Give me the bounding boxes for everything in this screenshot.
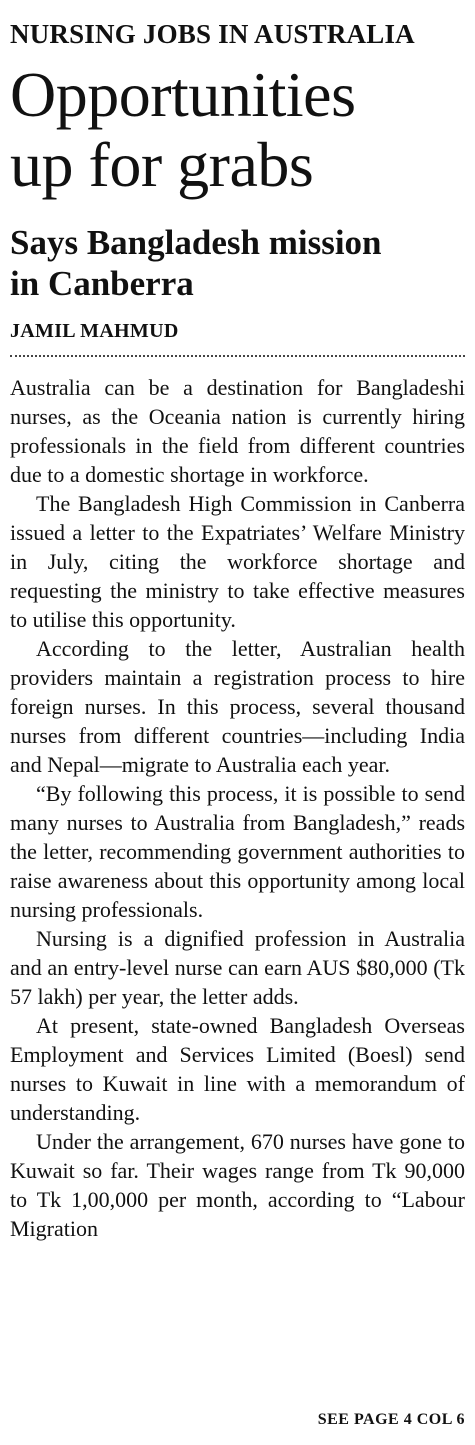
headline-line-2: up for grabs: [10, 129, 314, 200]
headline-line-1: Opportunities: [10, 59, 356, 130]
subheadline: [10, 222, 465, 304]
headline: [10, 60, 465, 200]
paragraph: According to the letter, Australian health providers maintain a registration process to hire foreign nurses. In this process, several thousand nurses from different countries—including India and Nepal—migrate to Australia each year.: [10, 636, 465, 777]
paragraph: Under the arrangement, 670 nurses have gone to Kuwait so far. Their wages range from Tk 90,000 to Tk 1,00,000 per month, according to “Labour Migration: [10, 1129, 465, 1241]
paragraph: The Bangladesh High Commission in Canberra issued a letter to the Expatriates’ Welfare Ministry in July, citing the workforce shortage and requesting the ministry to take effective measures to utilise this opportunity.: [10, 491, 465, 632]
paragraph: “By following this process, it is possible to send many nurses to Australia from Bangladesh,” reads the letter, recommending government authorities to raise awareness about this opportunity among local nursing professionals.: [10, 781, 465, 922]
paragraph: Australia can be a destination for Bangladeshi nurses, as the Oceania nation is currently hiring professionals in the field from different countries due to a domestic shortage in workforce.: [10, 375, 465, 487]
byline: JAMIL MAHMUD: [10, 320, 179, 342]
article: [10, 0, 465, 1445]
dotted-divider: [10, 355, 465, 357]
subheadline-line-1: Says Bangladesh mission: [10, 223, 382, 262]
kicker: NURSING JOBS IN AUSTRALIA: [10, 19, 415, 49]
subheadline-line-2: in Canberra: [10, 264, 194, 303]
continuation-reference: SEE PAGE 4 COL 6: [317, 1411, 465, 1428]
paragraph: At present, state-owned Bangladesh Overseas Employment and Services Limited (Boesl) send nurses to Kuwait in line with a memorandum of understanding.: [10, 1013, 465, 1125]
article-body: [10, 373, 465, 1243]
paragraph: Nursing is a dignified profession in Australia and an entry-level nurse can earn AUS $80,000 (Tk 57 lakh) per year, the letter adds.: [10, 926, 465, 1009]
